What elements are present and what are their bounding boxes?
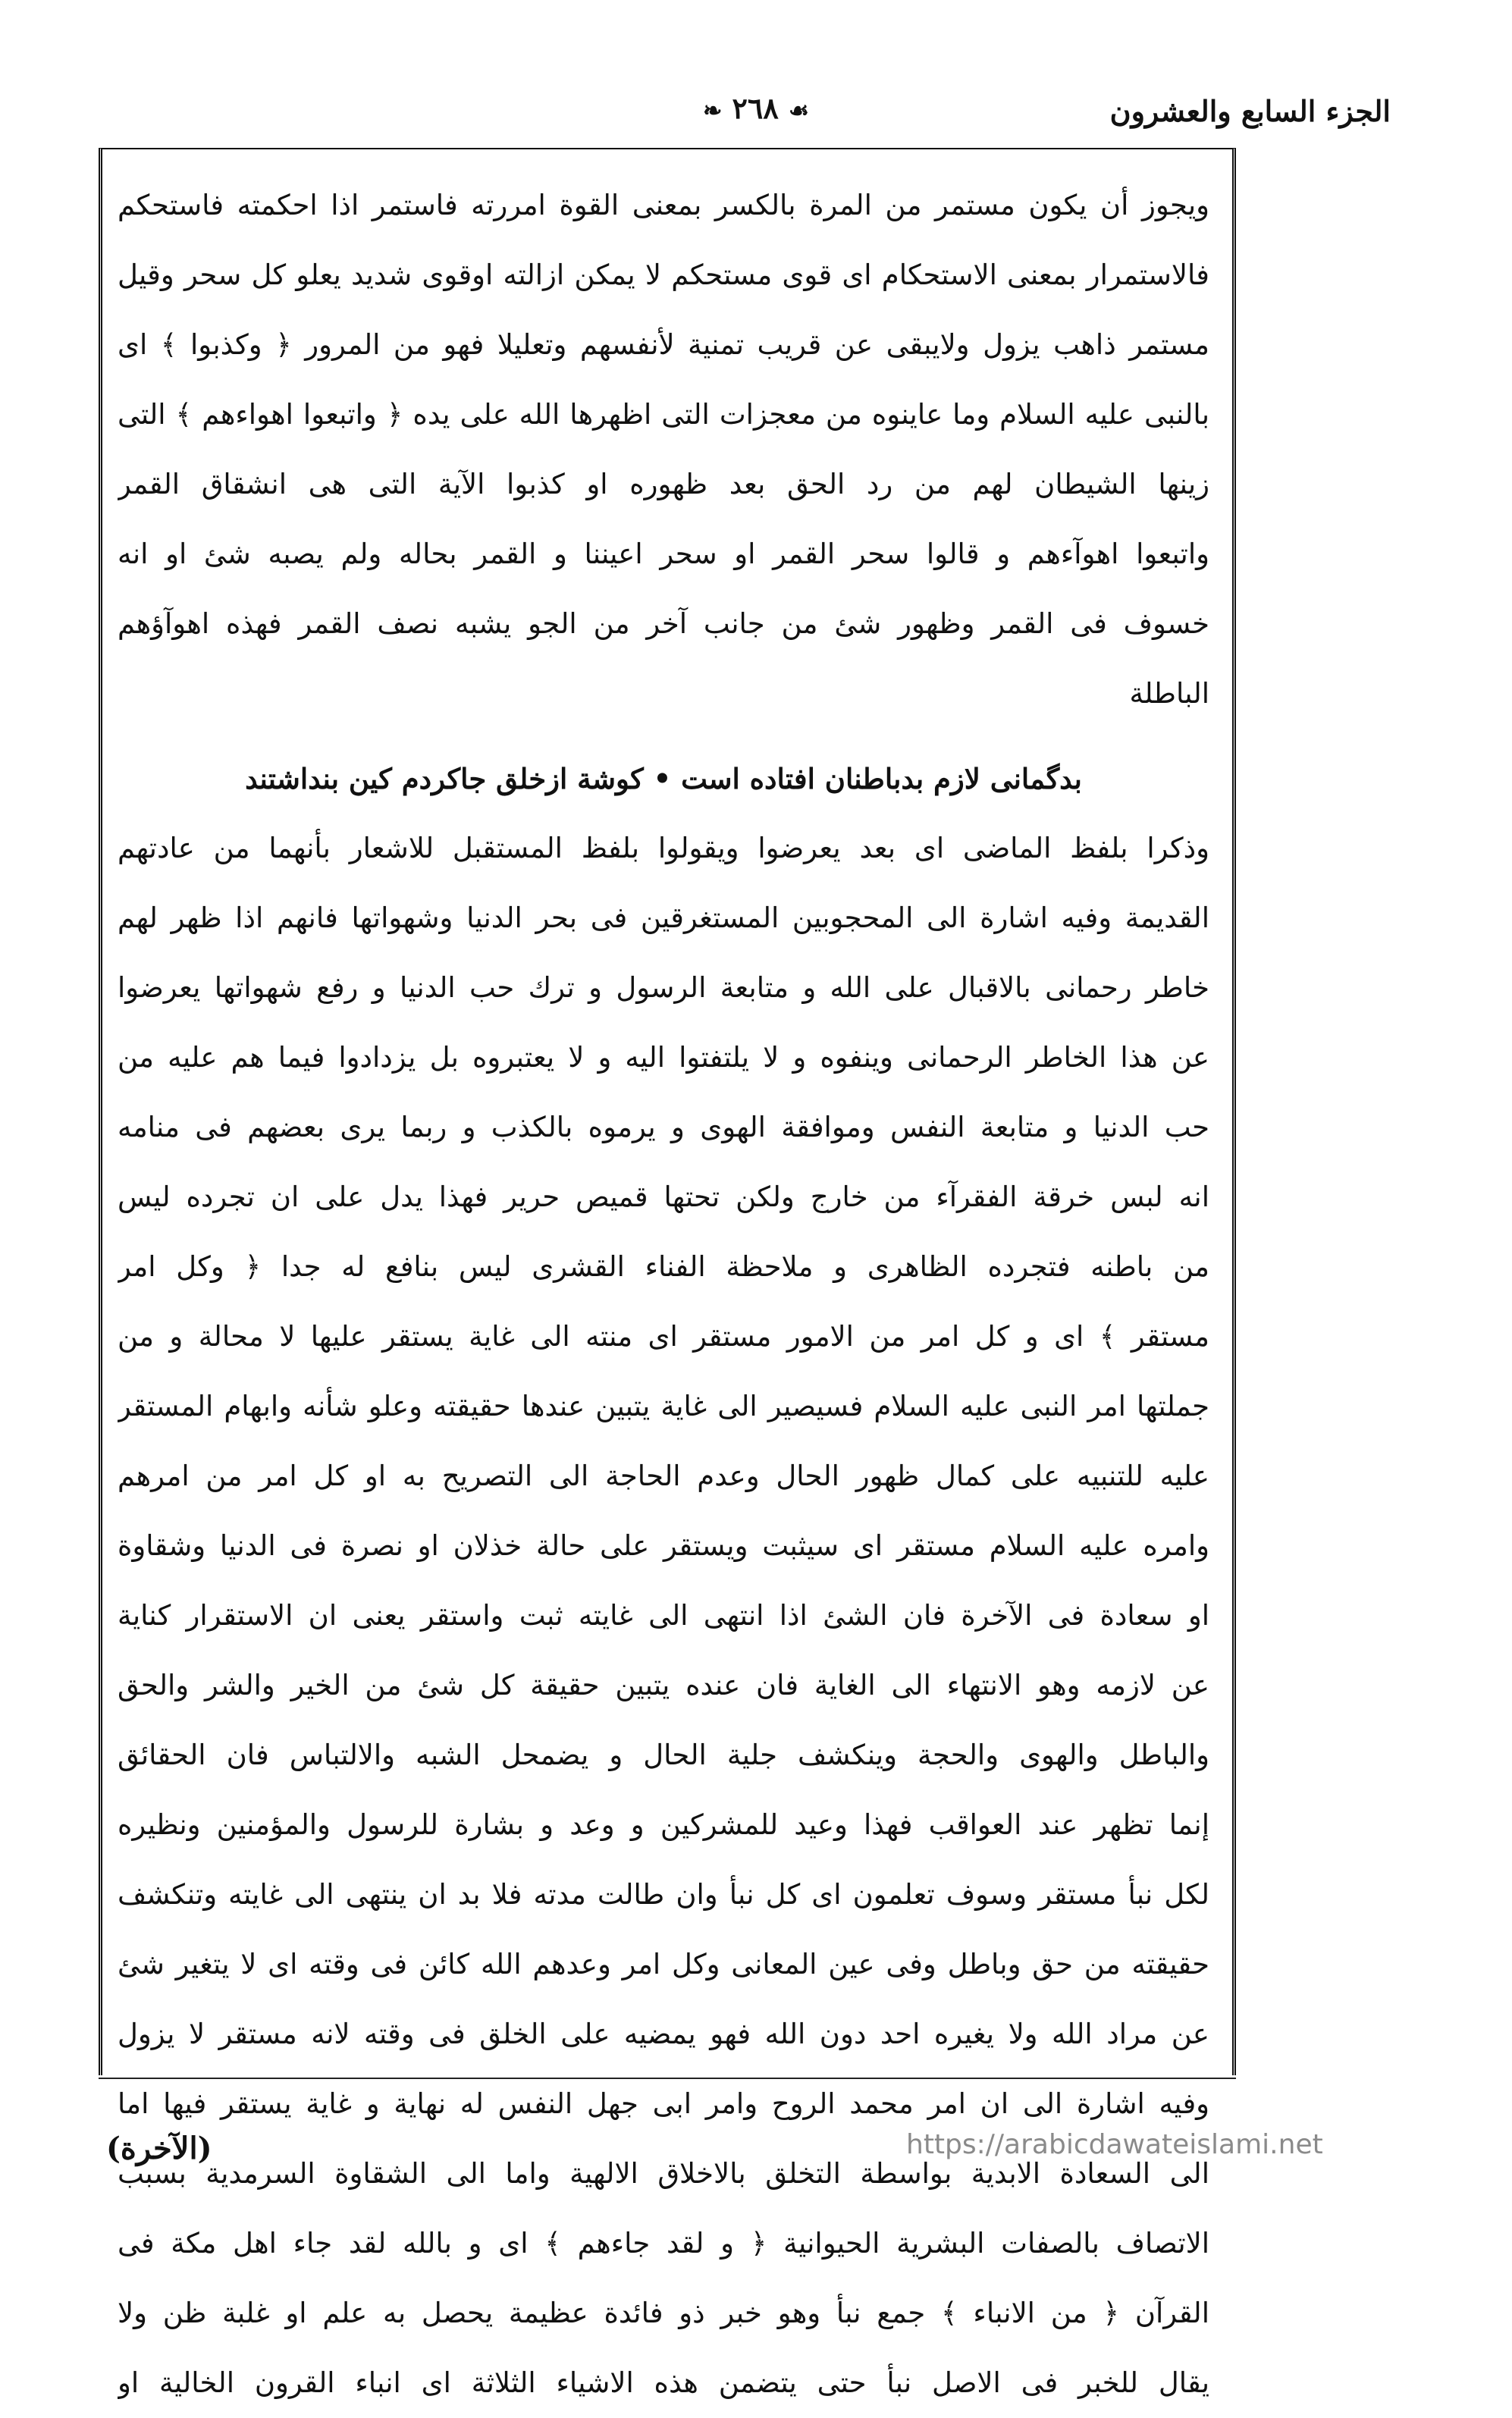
text-line: واتبعوا اهوآءهم و قالوا سحر القمر او سحر اعيننا و القمر بحاله ولم يصبه شئ او انه <box>118 538 1209 570</box>
text-line: حقيقته من حق وباطل وفى عين المعانى وكل امر وعدهم الله كائن فى وقته اى لا يتغير شئ <box>118 1948 1209 1981</box>
text-line: عليه للتنبيه على كمال ظهور الحال وعدم الحاجة الى التصريح به او كل امر من امرهم <box>118 1460 1209 1492</box>
text-line: بالنبى عليه السلام وما عاينوه من معجزات التى اظهرها الله على يده ﴿ واتبعوا اهواءهم ﴾ التى <box>118 398 1209 431</box>
text-line: عن هذا الخاطر الرحمانى وينفوه و لا يلتفتوا اليه و لا يعتبروه بل يزدادوا فيما هم عليه من <box>118 1041 1209 1074</box>
text-line: وفيه اشارة الى ان امر محمد الروح وامر ابى جهل النفس له نهاية و غاية يستقر فيها اما <box>118 2087 1209 2120</box>
text-line: من باطنه فتجرده الظاهرى و ملاحظة الفناء القشرى ليس بنافع له جدا ﴿ وكل امر <box>118 1250 1209 1283</box>
watermark-url: https://arabicdawateislami.net <box>906 2129 1323 2160</box>
header-title: الجزء السابع والعشرون <box>1109 94 1391 128</box>
text-line: زينها الشيطان لهم من رد الحق بعد ظهوره او كذبوا الآية التى هى انشقاق القمر <box>118 468 1209 500</box>
text-line: الباطلة <box>1129 677 1209 710</box>
text-line: او سعادة فى الآخرة فان الشئ اذا انتهى الى غايته ثبت واستقر يعنى ان الاستقرار كناية <box>118 1599 1209 1632</box>
main-text <box>118 171 1209 2418</box>
text-line: حب الدنيا و متابعة النفس وموافقة الهوى و يرموه بالكذب و ربما يرى بعضهم فى منامه <box>118 1111 1209 1143</box>
text-line: جملتها امر النبى عليه السلام فسيصير الى غاية يتبين عندها حقيقته وعلو شأنه وابهام المستقر <box>118 1390 1209 1422</box>
text-line: عن لازمه وهو الانتهاء الى الغاية فان عنده يتبين حقيقة كل شئ من الخير والشر والحق <box>118 1669 1209 1701</box>
text-line: يقال للخبر فى الاصل نبأ حتى يتضمن هذه الاشياء الثلاثة اى انباء القرون الخالية او <box>118 2366 1209 2399</box>
text-line: القرآن ﴿ من الانباء ﴾ جمع نبأ وهو خبر ذو فائدة عظيمة يحصل به علم او غلبة ظن ولا <box>118 2297 1209 2329</box>
text-line: فالاستمرار بمعنى الاستحكام اى قوى مستحكم لا يمكن ازالته اوقوى شديد يعلو كل سحر وقيل <box>118 259 1209 291</box>
page-header <box>121 89 1391 143</box>
text-line: إنما تظهر عند العواقب فهذا وعيد للمشركين و وعد و بشارة للرسول والمؤمنين ونظيره <box>118 1808 1209 1841</box>
text-line: انه لبس خرقة الفقرآء من خارج ولكن تحتها قميص حرير فهذا يدل على ان تجرده ليس <box>118 1181 1209 1213</box>
text-line: ويجوز أن يكون مستمر من المرة بالكسر بمعنى القوة امررته فاستمر اذا احكمته فاستحكم <box>118 189 1209 221</box>
text-line: القديمة وفيه اشارة الى المحجوبين المستغرقين فى بحر الدنيا وشهواتها فانهم اذا ظهر لهم <box>118 902 1209 934</box>
ornament-right-icon: ❧ <box>703 98 723 124</box>
text-line: خسوف فى القمر وظهور شئ من جانب آخر من الجو يشبه نصف القمر فهذه اهوآؤهم <box>118 607 1209 640</box>
page-number <box>703 91 809 125</box>
page-number-value: ٢٦٨ <box>732 91 779 125</box>
text-line: عن مراد الله ولا يغيره احد دون الله فهو يمضيه على الخلق فى وقته لانه مستقر لا يزول <box>118 2018 1209 2050</box>
text-line: الى السعادة الابدية بواسطة التخلق بالاخلاق الالهية واما الى الشقاوة السرمدية بسبب <box>118 2157 1209 2190</box>
persian-verse: بدگمانى لازم بدباطنان افتاده است • كوشة ازخلق جاكردم كين بنداشتند <box>245 762 1082 795</box>
text-line: لكل نبأ مستقر وسوف تعلمون اى كل نبأ وان طالت مدته فلا بد ان ينتهى الى غايته وتنكشف <box>118 1878 1209 1911</box>
text-line: الاتصاف بالصفات البشرية الحيوانية ﴿ و لقد جاءهم ﴾ اى و بالله لقد جاء اهل مكة فى <box>118 2227 1209 2260</box>
text-line: وامره عليه السلام مستقر اى سيثبت ويستقر على حالة خذلان او نصرة فى الدنيا وشقاوة <box>118 1529 1209 1562</box>
text-line: مستقر ﴾ اى و كل امر من الامور مستقر اى منته الى غاية يستقر عليها لا محالة و من <box>118 1320 1209 1353</box>
ornament-left-icon: ☙ <box>788 98 809 124</box>
text-line: والباطل والهوى والحجة وينكشف جلية الحال و يضمحل الشبه والالتباس فان الحقائق <box>118 1739 1209 1771</box>
text-line: مستمر ذاهب يزول ولايبقى عن قريب تمنية لأنفسهم وتعليلا فهو من المرور ﴿ وكذبوا ﴾ اى <box>118 328 1209 361</box>
text-line: وذكرا بلفظ الماضى اى بعد يعرضوا ويقولوا بلفظ المستقبل للاشعار بأنهما من عادتهم <box>118 832 1209 864</box>
catchword: (الآخرة) <box>106 2131 212 2166</box>
text-line: خاطر رحمانى بالاقبال على الله و متابعة الرسول و ترك حب الدنيا و رفع شهواتها يعرضوا <box>118 971 1209 1004</box>
